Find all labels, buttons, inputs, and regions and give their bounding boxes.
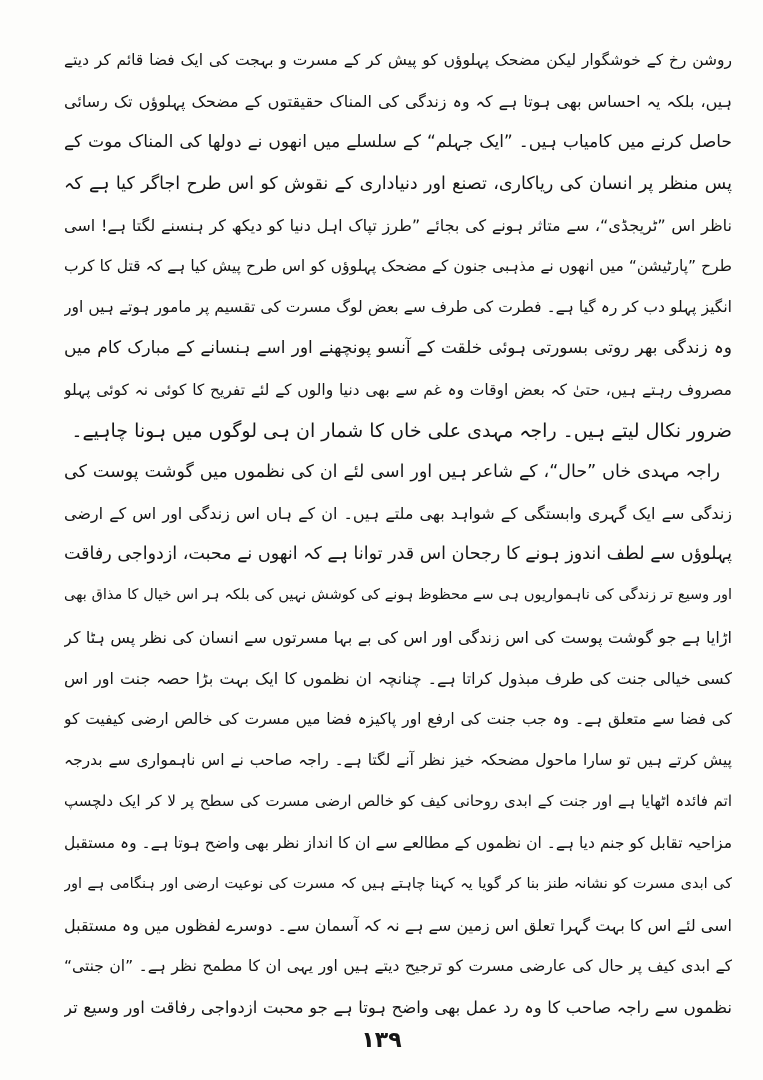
text-line: حاصل کرنے میں کامیاب ہیں۔ ”ایک جہلم“ کے سلسلے میں انھوں نے دولھا کی المناک موت کے <box>64 132 732 153</box>
body-text <box>64 40 732 1029</box>
text-line: انگیز پہلو دب کر رہ گیا ہے۔ فطرت کی طرف سے بعض لوگ مسرت کی تقسیم پر مامور ہوتے ہیں اور <box>64 298 732 317</box>
text-line: نظموں سے راجہ صاحب کا وہ رد عمل بھی واضح ہوتا ہے جو محبت ازدواجی رفاقت اور وسیع تر <box>64 998 732 1018</box>
text-line: راجہ مہدی خاں ”حال“، کے شاعر ہیں اور اسی لئے ان کی نظموں میں گوشت پوست کی <box>64 461 720 482</box>
text-line: روشن رخ کے خوشگوار لیکن مضحک پہلوؤں کو پیش کر کے مسرت و بہجت کی ایک فضا قائم کر دیتے <box>64 51 732 69</box>
text-line: زندگی سے ایک گہری وابستگی کے شواہد بھی ملتے ہیں۔ ان کے ہاں اس زندگی اور اس کے ارضی <box>64 504 732 524</box>
text-line: ناظر اس ”ٹریجڈی“، سے متاثر ہونے کی بجائے ”طرز تپاک اہل دنیا کو دیکھ کر ہنسنے لگتا ہے! اسی <box>64 215 732 235</box>
text-line: اڑایا ہے جو گوشت پوست کی اس زندگی اور اس کی بے بہا مسرتوں سے انسان کی نظر پس ہٹا کر <box>64 627 732 647</box>
text-line: اور وسیع تر زندگی کی ناہمواریوں ہی سے محظوظ ہونے کی کوشش نہیں کی بلکہ ہر اس خیال کا مذاق بھی <box>64 587 732 604</box>
text-line: اسی لئے اس کا بہت گہرا تعلق اس زمین سے ہے نہ کہ آسمان سے۔ دوسرے لفظوں میں وہ مستقبل <box>64 915 732 935</box>
text-line: مزاحیہ تقابل کو جنم دیا ہے۔ ان نظموں کے مطالعے سے ان کا انداز نظر بھی واضح ہوتا ہے۔ وہ مستقبل <box>64 833 732 852</box>
text-line: پیش کرتے ہیں تو سارا ماحول مضحکہ خیز نظر آنے لگتا ہے۔ راجہ صاحب نے اس ناہمواری سے بدرجہ <box>64 751 732 770</box>
text-line: ہیں، بلکہ یہ احساس بھی ہوتا ہے کہ وہ زندگی کی المناک حقیقتوں کے مضحک پہلوؤں تک رسائی <box>64 92 732 112</box>
paragraph-2 <box>64 452 732 1029</box>
text-line: کسی خیالی جنت کی طرف مبذول کراتا ہے۔ چنانچہ ان نظموں کا ایک بہت بڑا حصہ جنت اور اس <box>64 668 732 688</box>
text-line: پس منظر پر انسان کی ریاکاری، تصنع اور دنیاداری کے نقوش کو اس طرح اجاگر کیا ہے کہ <box>64 173 732 194</box>
text-line: طرح ”پارٹیشن“ میں انھوں نے مذہبی جنون کے مضحک پہلوؤں کو اس طرح پیش کیا ہے کہ قتل کا کرب <box>64 256 732 275</box>
text-line: اتم فائدہ اٹھایا ہے اور جنت کے ابدی روحانی کیف کو خالص ارضی مسرت کی سطح پر لا کر ایک دلچسپ <box>64 792 732 811</box>
text-line: کی ابدی مسرت کو نشانہ طنز بنا کر گویا یہ کہنا چاہتے ہیں کہ مسرت کی نوعیت ارضی اور ہنگامی ہے اور <box>64 875 732 892</box>
text-line: وہ زندگی بھر روتی بسورتی ہوئی خلقت کے آنسو پونچھنے اور اسے ہنسانے کے مبارک کام میں <box>64 338 732 359</box>
text-line: کی فضا سے متعلق ہے۔ وہ جب جنت کی ارفع اور پاکیزہ فضا میں مسرت کی خالص ارضی کیفیت کو <box>64 710 732 728</box>
paragraph-1 <box>64 40 732 452</box>
text-line: مصروف رہتے ہیں، حتیٰ کہ بعض اوقات وہ غم سے بھی دنیا والوں کے لئے تفریح کا کوئی نہ کوئی پہلو <box>64 380 732 399</box>
text-line: ضرور نکال لیتے ہیں۔ راجہ مہدی علی خاں کا شمار ان ہی لوگوں میں ہونا چاہیے۔ <box>71 419 732 442</box>
text-line: پہلوؤں سے لطف اندوز ہونے کا رجحان اس قدر توانا ہے کہ انھوں نے محبت، ازدواجی رفاقت <box>64 544 732 565</box>
text-line: کے ابدی کیف پر حال کی عارضی مسرت کو ترجیح دیتے ہیں اور یہی ان کا مطمح نظر ہے۔ ”ان جنتی“ <box>64 957 732 976</box>
page-number: ۱۳۹ <box>361 1028 402 1053</box>
